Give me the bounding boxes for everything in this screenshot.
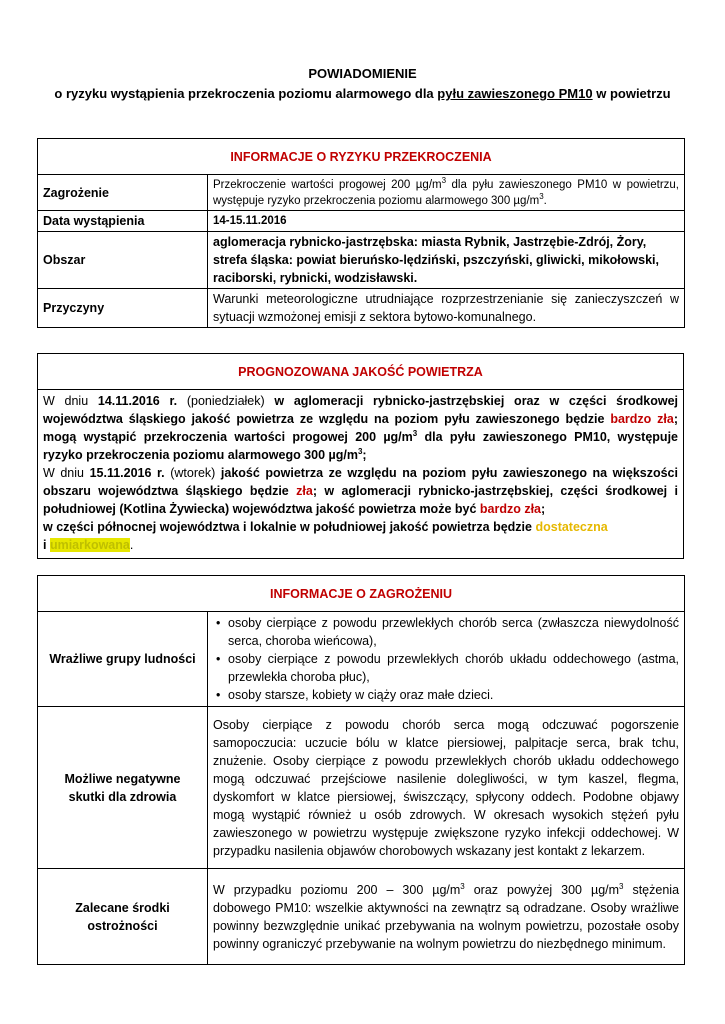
measures-label: Zalecane środki ostrożności [38,869,208,965]
groups-label: Wrażliwe grupy ludności [38,612,208,707]
forecast-day1: W dniu 14.11.2016 r. (poniedziałek) w aglomeracji rybnicko-jastrzębskiej oraz w części środkowej województwa śląskiego jakość powietrza ze względu na poziom pyłu zawieszonego będzie bardzo zła; mogą wystąpić przekroczenia wartości progowej 200 $\mu g/m^3$ dla pyłu zawieszonego PM10, występuje ryzyko przekroczenia poziomu alarmowego 300 $\mu g/m^3$; [43,394,678,462]
risk-table [37,138,685,328]
groups-list [213,614,679,704]
bullet-icon: • [216,616,221,630]
area-label: Obszar [38,232,208,289]
forecast-day2: W dniu 15.11.2016 r. (wtorek) jakość powietrza ze względu na poziom pyłu zawieszonego na większości obszaru województwa śląskiego będzie zła; w aglomeracji rybnicko-jastrzębskiej, części środkowej i południowej (Kotlina Żywiecka) województwa jakość powietrza może być bardzo zła; [43,466,678,516]
forecast-moderate: i umiarkowana. [43,538,134,552]
date-value: 14-15.11.2016 [208,211,685,232]
document-title: POWIADOMIENIE [308,66,417,81]
hazard-heading: INFORMACJE O ZAGROŻENIU [38,576,685,612]
causes-value: Warunki meteorologiczne utrudniające rozprzestrzenianie się zanieczyszczeń w sytuacji wzmożonej emisji z sektora bytowo-komunalnego. [208,289,685,328]
document-subtitle: o ryzyku wystąpienia przekroczenia poziomu alarmowego dla pyłu zawieszonego PM10 w powietrzu [54,86,671,101]
measures-text: W przypadku poziomu 200 – 300 $\mu g/m^3$ oraz powyżej 300 $\mu g/m^3$ stężenia dobowego PM10: wszelkie aktywności na zewnątrz są odradzane. Osoby wrażliwe powinny bezwzględnie unikać przebywania na wolnym powietrzu, pozostałe osoby powinny ograniczyć przebywanie na wolnym powietrzu do niezbędnego minimum. [208,869,685,965]
risk-heading: INFORMACJE O RYZYKU PRZEKROCZENIA [38,139,685,175]
causes-label: Przyczyny [38,289,208,328]
hazard-table [37,575,685,965]
list-item: • osoby starsze, kobiety w ciąży oraz małe dzieci. [216,688,494,702]
forecast-table [37,353,684,559]
bullet-icon: • [216,652,221,666]
forecast-text [38,390,684,559]
area-value: aglomeracja rybnicko-jastrzębska: miasta Rybnik, Jastrzębie-Zdrój, Żory, strefa śląska: powiat bieruńsko-lędziński, pszczyński, gliwicki, mikołowski, raciborski, rybnicki, wodzisławski. [208,232,685,289]
effects-text: Osoby cierpiące z powodu chorób serca mogą odczuwać pogorszenie samopoczucia: uczucie bólu w klatce piersiowej, palpitacje serca, brak tchu, znużenie. Osoby cierpiące z powodu przewlekłych chorób układu oddechowego mogą odczuwać przejściowe nasilenie dolegliwości, w tym kaszel, flegma, dyskomfort w klatce piersiowej, świszczący, spłycony oddech. Podobne objawy mogą wystąpić również u osób zdrowych. W okresach wysokich stężeń pyłu zawieszonego w powietrzu występuje zwiększone ryzyko infekcji oddechowej. W przypadku nasilenia objawów chorobowych wskazany jest kontakt z lekarzem. [208,707,685,869]
threat-label: Zagrożenie [38,175,208,211]
bullet-icon: • [216,688,221,702]
threat-value: Przekroczenie wartości progowej 200 $\mu g/m^3$ dla pyłu zawieszonego PM10 w powietrzu, występuje ryzyko przekroczenia poziomu alarmowego 300 $\mu g/m^3$. [208,175,685,211]
effects-label: Możliwe negatywne skutki dla zdrowia [38,707,208,869]
list-item: • osoby cierpiące z powodu przewlekłych chorób układu oddechowego (astma, przewlekła choroba płuc), [216,652,680,684]
forecast-north: w części północnej województwa i lokalnie w południowej jakość powietrza będzie dostateczna [43,520,608,534]
date-label: Data wystąpienia [38,211,208,232]
list-item: • osoby cierpiące z powodu przewlekłych chorób serca (zwłaszcza niewydolność serca, choroba wieńcowa), [216,616,680,648]
groups-list-cell [208,612,685,707]
forecast-heading: PROGNOZOWANA JAKOŚĆ POWIETRZA [38,354,684,390]
